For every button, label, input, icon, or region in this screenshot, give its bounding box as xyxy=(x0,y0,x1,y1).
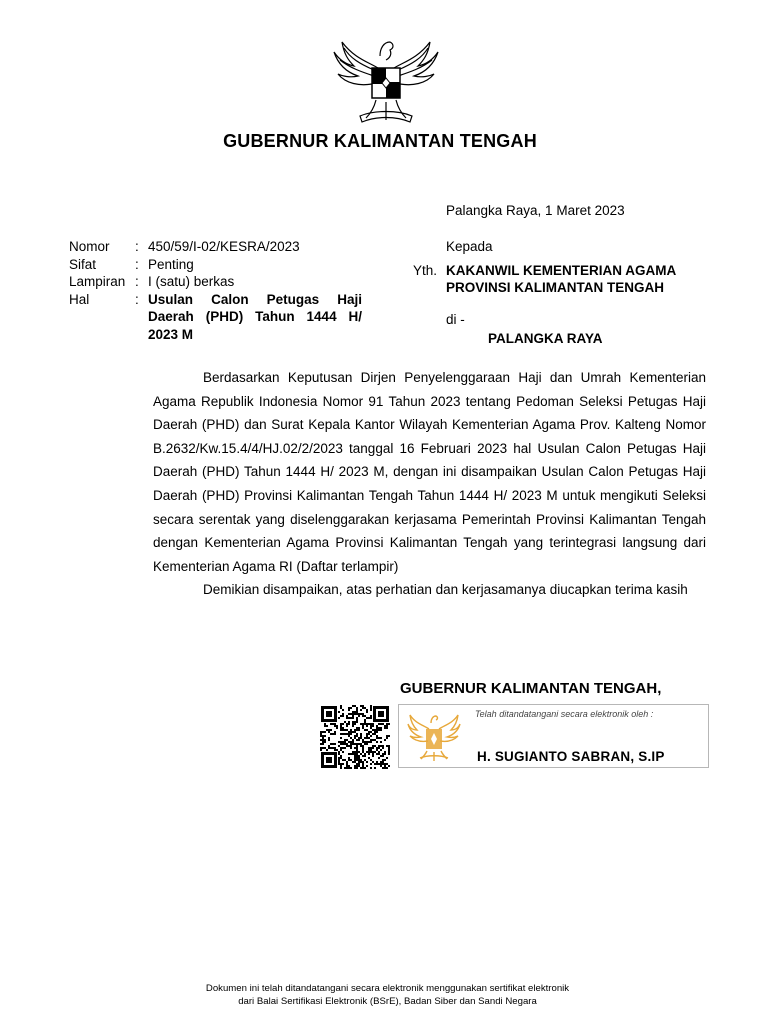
recipient-di: di - xyxy=(446,311,465,327)
e-signature-box xyxy=(398,704,709,768)
meta-colon: : xyxy=(135,274,139,289)
meta-row-hal xyxy=(69,291,362,344)
body-paragraph-2: Demikian disampaikan, atas perhatian dan kerjasamanya diucapkan terima kasih xyxy=(203,582,688,598)
meta-row-sifat xyxy=(69,256,362,274)
footer-line-2: dari Balai Sertifikasi Elektronik (BSrE), Badan Siber dan Sandi Negara xyxy=(238,996,537,1007)
meta-key: Hal xyxy=(69,291,90,307)
meta-value-subject: Usulan Calon Petugas Haji Daerah (PHD) Tahun 1444 H/ 2023 M xyxy=(148,291,362,342)
recipient-kepada: Kepada xyxy=(446,239,493,254)
recipient-name-line2: PROVINSI KALIMANTAN TENGAH xyxy=(446,280,664,295)
meta-key: Sifat xyxy=(69,256,97,272)
signature-title: GUBERNUR KALIMANTAN TENGAH, xyxy=(400,680,662,697)
recipient-yth: Yth. xyxy=(413,262,438,278)
qr-code-icon xyxy=(320,705,390,769)
signatory-name: H. SUGIANTO SABRAN, S.IP xyxy=(477,749,665,764)
meta-colon: : xyxy=(135,239,139,254)
recipient-row xyxy=(413,262,736,297)
recipient-city: PALANGKA RAYA xyxy=(488,331,603,346)
meta-value: I (satu) berkas xyxy=(148,274,235,289)
meta-row-lampiran xyxy=(69,273,362,291)
footer xyxy=(0,982,768,1008)
body-paragraph-1: Berdasarkan Keputusan Dirjen Penyelenggaraan Haji dan Umrah Kementerian Agama Republik Indonesia Nomor 91 Tahun 2023 tentang Pedoman Seleksi Petugas Haji Daerah (PHD) dan Surat Kepala Kantor Wilayah Kementerian Agama Prov. Kalteng Nomor B.2632/Kw.15.4/4/HJ.02/2/2023 tanggal 16 Februari 2023 hal Usulan Calon Petugas Haji Daerah (PHD) Tahun 1444 H/ 2023 M, dengan ini disampaikan Usulan Calon Petugas Haji Daerah (PHD) Provinsi Kalimantan Tengah Tahun 1444 H/ 2023 M untuk mengikuti Seleksi secara serentak yang diselenggarakan kerjasama Pemerintah Provinsi Kalimantan Tengah dengan Kementerian Agama Provinsi Kalimantan Tengah yang terintegrasi langsung dari Kementerian Agama RI (Daftar terlampir) xyxy=(153,370,706,574)
place-date: Palangka Raya, 1 Maret 2023 xyxy=(446,203,625,218)
meta-colon: : xyxy=(135,256,139,272)
recipient-name xyxy=(446,262,736,297)
meta-colon: : xyxy=(135,291,139,307)
letter-body xyxy=(153,366,706,602)
meta-value: 450/59/I-02/KESRA/2023 xyxy=(148,239,300,254)
garuda-emblem-icon xyxy=(407,711,461,763)
letter-meta xyxy=(69,238,362,343)
footer-line-1: Dokumen ini telah ditandatangani secara elektronik menggunakan sertifikat elektronik xyxy=(205,983,570,994)
page-title: GUBERNUR KALIMANTAN TENGAH xyxy=(223,131,537,151)
meta-key: Nomor xyxy=(69,239,110,254)
garuda-emblem xyxy=(330,28,442,124)
meta-row-nomor xyxy=(69,238,362,256)
meta-value: Penting xyxy=(148,256,194,272)
signature-note: Telah ditandatangani secara elektronik oleh : xyxy=(475,709,654,719)
recipient-block xyxy=(413,238,736,348)
meta-key: Lampiran xyxy=(69,274,126,289)
recipient-name-line1: KAKANWIL KEMENTERIAN AGAMA xyxy=(446,262,677,278)
